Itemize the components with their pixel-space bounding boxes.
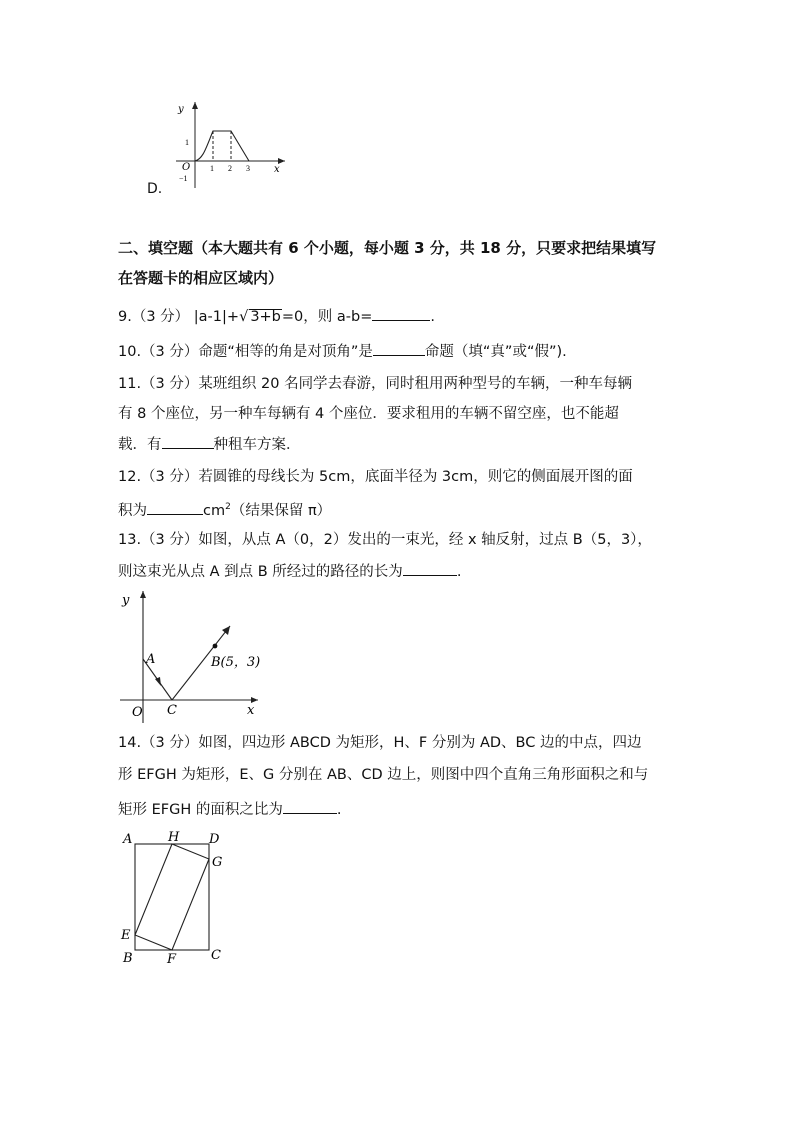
- rectangle-abcd: [135, 844, 209, 950]
- q13-line1: 13.（3 分）如图，从点 A（0，2）发出的一束光，经 x 轴反射，过点 B（5，3），: [118, 532, 652, 548]
- radical-sign-icon: √: [239, 309, 249, 325]
- q13-line2-b: .: [456, 564, 462, 580]
- section-heading-line2: 在答题卡的相应区域内）: [118, 269, 284, 287]
- q11-line3: [118, 434, 301, 455]
- q13-line2: [118, 561, 461, 582]
- q12-line2-c: （结果保留 π）: [230, 502, 332, 519]
- graph-y-tick-neg1: −1: [179, 174, 188, 183]
- q9-abs: |a-1|: [193, 309, 227, 325]
- q13-line2-a: 则这束光从点 A 到点 B 所经过的路径的长为: [118, 564, 403, 580]
- q9-plus: +: [226, 309, 240, 325]
- q14-line2: 形 EFGH 为矩形，E、G 分别在 AB、CD 边上，则图中四个直角三角形面积之和与: [118, 767, 649, 783]
- q14-label-f: F: [167, 952, 177, 967]
- q11-line2: 有 8 个座位，另一种车每辆有 4 个座位．要求租用的车辆不留空座，也不能超: [118, 406, 619, 422]
- q9-end: .: [430, 309, 435, 325]
- q12-line2-a: 积为: [118, 502, 147, 519]
- graph-x-label: x: [274, 164, 280, 175]
- q13-label-c: C: [167, 703, 177, 718]
- option-d-label: D.: [147, 181, 163, 197]
- q13-answer-blank[interactable]: [403, 561, 457, 576]
- q12-answer-blank[interactable]: [147, 500, 203, 515]
- q9-answer-blank[interactable]: [372, 306, 430, 321]
- q12-line1: 12.（3 分）若圆锥的母线长为 5cm，底面半径为 3cm，则它的侧面展开图的面: [118, 469, 633, 485]
- option-d-graph: [170, 98, 290, 188]
- function-curve: [195, 131, 249, 161]
- q13-x-label: x: [247, 703, 255, 718]
- q14-label-a: A: [123, 832, 133, 847]
- graph-y-tick-1: 1: [185, 138, 189, 147]
- graph-x-tick-1: 1: [210, 164, 214, 173]
- q13-origin: O: [132, 705, 143, 720]
- q13-point-b: [213, 644, 218, 649]
- q14-line3-b: .: [336, 802, 342, 818]
- q11-line3-a: 载．有: [118, 437, 162, 453]
- q14-answer-blank[interactable]: [283, 799, 337, 814]
- q10-end: 命题（填“真”或“假”).: [424, 344, 567, 360]
- q14-label-c: C: [211, 948, 221, 963]
- q14-line3: [118, 799, 341, 820]
- q10-answer-blank[interactable]: [373, 341, 425, 356]
- q14-label-h: H: [168, 830, 180, 845]
- rectangle-efgh: [135, 844, 209, 950]
- q14-label-g: G: [212, 855, 223, 870]
- question-10: [118, 341, 567, 362]
- q14-label-d: D: [209, 832, 220, 847]
- graph-y-label: y: [178, 104, 184, 115]
- question-9: [118, 306, 435, 327]
- q13-label-a: A: [146, 652, 156, 667]
- q10-text: 10.（3 分）命题“相等的角是对顶角”是: [118, 344, 373, 360]
- q11-line3-b: 种租车方案．: [213, 437, 301, 453]
- q14-line1: 14.（3 分）如图，四边形 ABCD 为矩形，H、F 分别为 AD、BC 边的中点，四边: [118, 735, 642, 751]
- q14-label-e: E: [121, 928, 131, 943]
- q12-line2: [118, 497, 331, 521]
- q14-line3-a: 矩形 EFGH 的面积之比为: [118, 802, 283, 818]
- graph-x-tick-3: 3: [246, 164, 250, 173]
- q9-eq: =0，则 a-b=: [281, 309, 373, 325]
- section-heading-line1: 二、填空题（本大题共有 6 个小题，每小题 3 分，共 18 分，只要求把结果填写: [118, 239, 657, 257]
- q11-line1: 11.（3 分）某班组织 20 名同学去春游，同时租用两种型号的车辆，一种车每辆: [118, 376, 633, 392]
- q13-label-b: B(5，3): [211, 655, 261, 670]
- q12-unit: cm: [203, 502, 226, 519]
- q9-radicand: 3+b: [250, 309, 281, 325]
- q14-label-b: B: [123, 951, 133, 966]
- q9-prefix: 9.（3 分）: [118, 309, 190, 325]
- graph-origin: O: [182, 162, 191, 173]
- graph-x-tick-2: 2: [228, 164, 232, 173]
- q11-answer-blank[interactable]: [162, 434, 214, 449]
- q14-figure: [118, 826, 228, 968]
- q13-figure: [118, 588, 268, 724]
- q12-unit-exponent: 2: [225, 502, 231, 512]
- q13-y-label: y: [122, 593, 130, 608]
